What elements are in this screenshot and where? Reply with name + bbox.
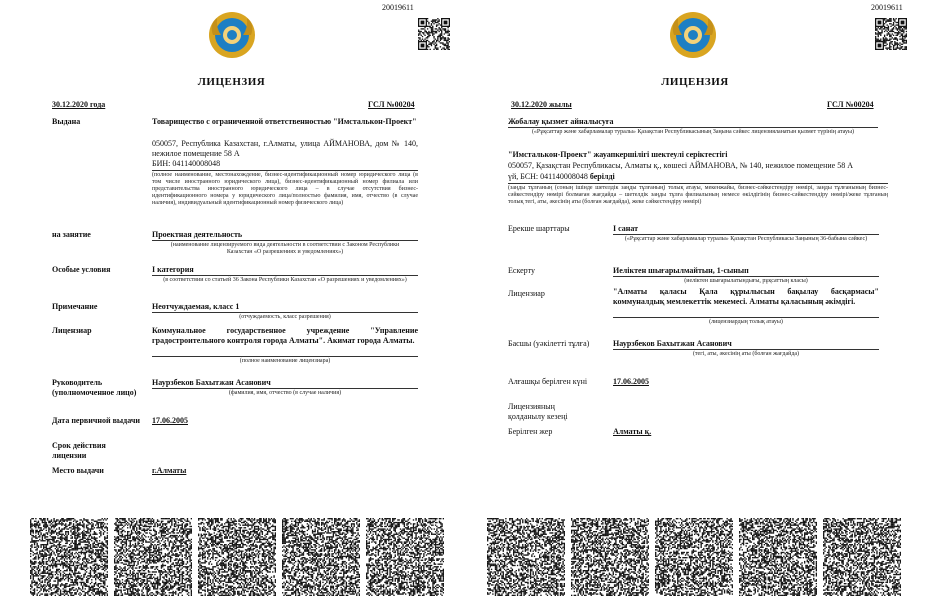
qr-code-icon xyxy=(418,18,450,50)
qr-code-icon xyxy=(30,518,108,598)
place-value: Алматы қ. xyxy=(613,427,652,436)
licensee-address: 050057, Республика Казахстан, г.Алматы, улица АЙМАНОВА, дом № 140, нежилое помещение 58 А xyxy=(152,139,418,158)
head-value: Наурзбеков Бахытжан Асанович xyxy=(152,378,271,387)
first-issue-value: 17.06.2005 xyxy=(152,416,188,425)
validity-label: Лицензияның xyxy=(508,402,555,411)
conditions-value: I санат xyxy=(613,224,639,233)
licensee-bin-text: үй, БСН: 041140008048 xyxy=(508,172,588,181)
licensee-bin xyxy=(508,172,615,182)
licensor-caption: (лицензиардың толық атауы) xyxy=(709,319,783,325)
kazakhstan-emblem-icon xyxy=(207,10,257,60)
activity-caption: (наименование лицензируемого вида деятельности в соответствии с Законом Республики Казахстан «О разрешениях и уведомлениях») xyxy=(170,242,400,255)
validity-label-sub: қолданылу кезеңі xyxy=(508,412,568,421)
qr-code-icon xyxy=(823,518,901,598)
first-issue-label: Алғашқы берілген күні xyxy=(508,377,588,386)
place-value: г.Алматы xyxy=(152,466,187,475)
license-number: ГСЛ №00204 xyxy=(827,100,874,109)
remark-caption: (отчуждаемость, класс разрешения) xyxy=(239,314,331,320)
activity-value: Жобалау қызмет айналысуға xyxy=(508,117,614,126)
licensee-bin-suffix: берілді xyxy=(589,172,615,181)
qr-code-icon xyxy=(366,518,444,598)
head-caption: (фамилия, имя, отчество (в случае наличия) xyxy=(228,390,342,396)
validity-label-sub: лицензии xyxy=(52,451,87,460)
license-page-russian xyxy=(0,0,463,615)
licensee-caption: (полное наименование, местонахождение, бизнес-идентификационный номер юридического лица (в том числе иностранного юридического лица), бизнес-идентификационный номер филиала или представительства иностранного юридического лица – в случае отсутствия бизнес-идентификационного номера у юридического лица/полностью фамилия, имя, отчество (в случае наличия), индивидуальный идентификационный номер физического лица) xyxy=(152,172,418,206)
qr-code-icon xyxy=(739,518,817,598)
head-label: Басшы (уәкілетті тұлға) xyxy=(508,339,590,348)
activity-caption: («Рұқсаттар және хабарламалар туралы» Қазақстан Республикасының Заңына сәйкес лицензияланатын қызмет түрінің атауы) xyxy=(531,129,855,135)
conditions-label: Ерекше шарттары xyxy=(508,224,570,233)
license-title: ЛИЦЕНЗИЯ xyxy=(197,76,266,88)
licensee-name: "Имсталькон-Проект" жауапкершілігі шектеулі серіктестігі xyxy=(508,150,728,159)
head-label: Руководитель xyxy=(52,378,103,387)
place-label: Берілген жер xyxy=(508,427,553,436)
license-number: ГСЛ №00204 xyxy=(368,100,415,109)
conditions-caption: («Рұқсаттар және хабарламалар туралы» Қазақстан Республикасы Заңының 36-бабына сәйкес) xyxy=(624,236,868,242)
qr-code-icon xyxy=(114,518,192,598)
activity-label: на занятие xyxy=(52,230,91,239)
qr-code-icon xyxy=(875,18,907,50)
licensee-bin: БИН: 041140008048 xyxy=(152,159,221,168)
qr-code-icon xyxy=(487,518,565,598)
remark-label: Примечание xyxy=(52,302,98,311)
license-title: ЛИЦЕНЗИЯ xyxy=(661,76,729,88)
licensee-address: 050057, Қазақстан Республикасы, Алматы қ., көшесі АЙМАНОВА, № 140, нежилое помещение 58 А xyxy=(508,161,853,170)
licensor-value: "Алматы қаласы Қала құрылысын бақылау басқармасы" коммуналдық мемлекеттік мекемесі. Алматы қаласының әкімдігі. xyxy=(613,287,879,306)
licensor-caption: (полное наименование лицензиара) xyxy=(239,358,331,364)
licensor-value: Коммунальное государственное учреждение "Управление градостроительного контроля города Алматы". Акимат города Алматы. xyxy=(152,326,418,345)
first-issue-label: Дата первичной выдачи xyxy=(52,416,141,425)
qr-code-icon xyxy=(571,518,649,598)
remark-caption: (иеліктен шығарылатындығы, рұқсаттың класы) xyxy=(684,278,808,284)
license-page-kazakh xyxy=(463,0,927,615)
qr-code-icon xyxy=(198,518,276,598)
head-value: Наурзбеков Бахытжан Асанович xyxy=(613,339,732,348)
validity-label: Срок действия xyxy=(52,441,106,450)
remark-value: Иеліктен шығарылмайтын, 1-сынып xyxy=(613,266,749,275)
licensor-label: Лицензиар xyxy=(508,289,545,298)
remark-label: Ескерту xyxy=(508,266,535,275)
remark-value: Неотчуждаемая, класс 1 xyxy=(152,302,240,311)
qr-code-icon xyxy=(282,518,360,598)
head-label-sub: (уполномоченное лицо) xyxy=(52,388,137,397)
conditions-label: Особые условия xyxy=(52,265,111,274)
license-date: 30.12.2020 жылы xyxy=(511,100,572,109)
license-date: 30.12.2020 года xyxy=(52,100,106,109)
document-number: 20019611 xyxy=(382,3,414,12)
issued-to-label: Выдана xyxy=(52,117,81,126)
conditions-value: I категория xyxy=(152,265,194,274)
conditions-caption: (в соответствии со статьей 36 Закона Республики Казахстан «О разрешениях и уведомлениях») xyxy=(163,277,407,283)
first-issue-value: 17.06.2005 xyxy=(613,377,649,386)
licensor-label: Лицензиар xyxy=(52,326,92,335)
head-caption: (тегі, аты, әкесінің аты (болған жағдайда) xyxy=(692,351,800,357)
licensee-caption: (заңды тұлғаның (соның ішінде шетелдік заңды тұлғаның) толық атауы, мекенжайы, бизнес-сәйкестендіру нөмірі, заңды тұлғанының бизнес-сәйкестендіру нөмірі болмаған жағдайда – шетелдік заңды тұлға филиалының немесе өкілдігінің бизнес-сәйкестендіру нөмірі/жеке тұлғаның толық тегі, аты, әкесінің аты (болған жағдайда), жеке сәйкестендіру нөмірі) xyxy=(508,185,888,205)
licensee-name: Товарищество с ограниченной ответственностью "Имсталькон-Проект" xyxy=(152,117,417,126)
activity-value: Проектная деятельность xyxy=(152,230,243,239)
place-label: Место выдачи xyxy=(52,466,104,475)
document-number: 20019611 xyxy=(871,3,903,12)
qr-code-icon xyxy=(655,518,733,598)
kazakhstan-emblem-icon xyxy=(668,10,718,60)
